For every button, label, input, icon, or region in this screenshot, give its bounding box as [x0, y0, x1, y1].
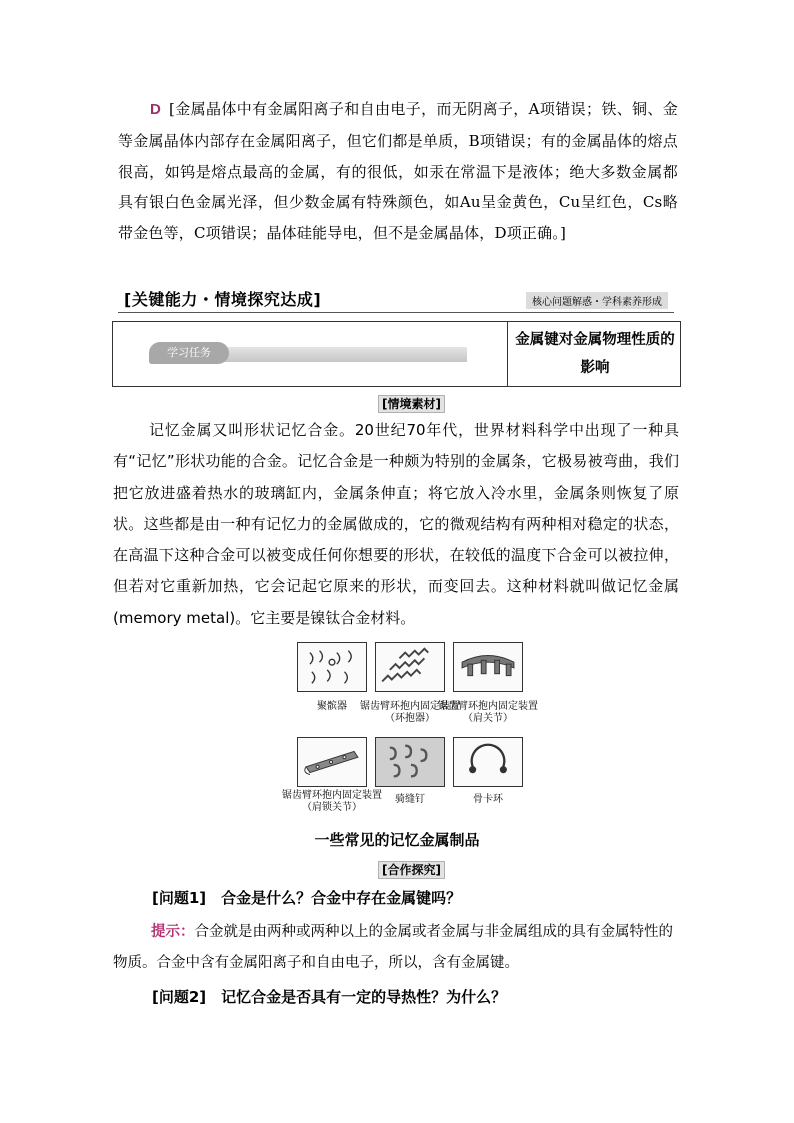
hint-text: 合金就是由两种或两种以上的金属或者金属与非金属组成的具有金属特性的物质。合金中含有金属阳离子和自由电子，所以，含有金属键。	[113, 924, 673, 971]
answer-explanation: [金属晶体中有金属阳离子和自由电子，而无阴离子，A项错误；铁、铜、金等金属晶体内部存在金属阳离子，但它们都是单质，B项错误；有的金属晶体的熔点很高，如钨是熔点最高的金属，有的很低，如汞在常温下是液体；绝大多数金属都具有银白色金属光泽，但少数金属有特殊颜色，如Au呈金黄色，Cu呈红色，Cs略带金色等，C项错误；晶体硅能导电，但不是金属晶体，D项正确。]	[118, 100, 678, 243]
coop-tag: [合作探究]	[378, 861, 445, 879]
task-title: 金属键对金属物理性质的影响	[515, 332, 675, 376]
scene-tag: [情境素材]	[378, 395, 445, 413]
clamp-icon	[453, 642, 523, 692]
spiral-icon	[375, 642, 445, 692]
staple-icon	[375, 737, 445, 787]
figure-caption: 锯齿臂环抱内固定装置（肩锁关节）	[282, 790, 382, 813]
task-label: 学习任务	[149, 342, 229, 364]
ring-icon	[453, 737, 523, 787]
figure-caption: 聚髌器	[317, 701, 347, 712]
figure-caption: 锯齿臂环抱内固定装置（环抱器）	[360, 701, 460, 724]
learning-task-box	[112, 321, 681, 387]
question-2: [问题2] 记忆合金是否具有一定的导热性？为什么？	[152, 988, 507, 1006]
figure-caption: 骑缝钉	[395, 794, 425, 805]
claw-icon	[297, 642, 367, 692]
section-tag: 核心问题解惑・学科素养形成	[526, 292, 668, 309]
scene-text: 记忆金属又叫形状记忆合金。20世纪70年代，世界材料科学中出现了一种具有“记忆”形状功能的合金。记忆合金是一种颇为特别的金属条，它极易被弯曲，我们把它放进盛着热水的玻璃缸内，金属条伸直；将它放入冷水里，金属条则恢复了原状。这些都是由一种有记忆力的金属做成的，它的微观结构有两种相对稳定的状态，在高温下这种合金可以被变成任何你想要的形状，在较低的温度下合金可以被拉伸，但若对它重新加热，它会记起它原来的形状，而变回去。这种材料就叫做记忆金属(memory metal)。它主要是镍钛合金材料。	[113, 421, 679, 627]
hint-label: 提示：	[151, 924, 195, 940]
answer-paragraph	[118, 94, 678, 249]
figure-title: 一些常见的记忆金属制品	[314, 831, 480, 849]
answer-letter: D	[150, 101, 162, 118]
hint-paragraph	[113, 917, 679, 979]
section-header	[118, 286, 674, 313]
question-1: [问题1] 合金是什么？合金中存在金属键吗？	[152, 889, 462, 907]
task-divider	[507, 322, 508, 386]
figure-caption: 锯齿臂环抱内固定装置（肩关节）	[438, 701, 538, 724]
section-title: [关键能力・情境探究达成]	[124, 290, 322, 309]
plate-icon	[297, 737, 367, 787]
figure-caption: 骨卡环	[473, 794, 503, 805]
